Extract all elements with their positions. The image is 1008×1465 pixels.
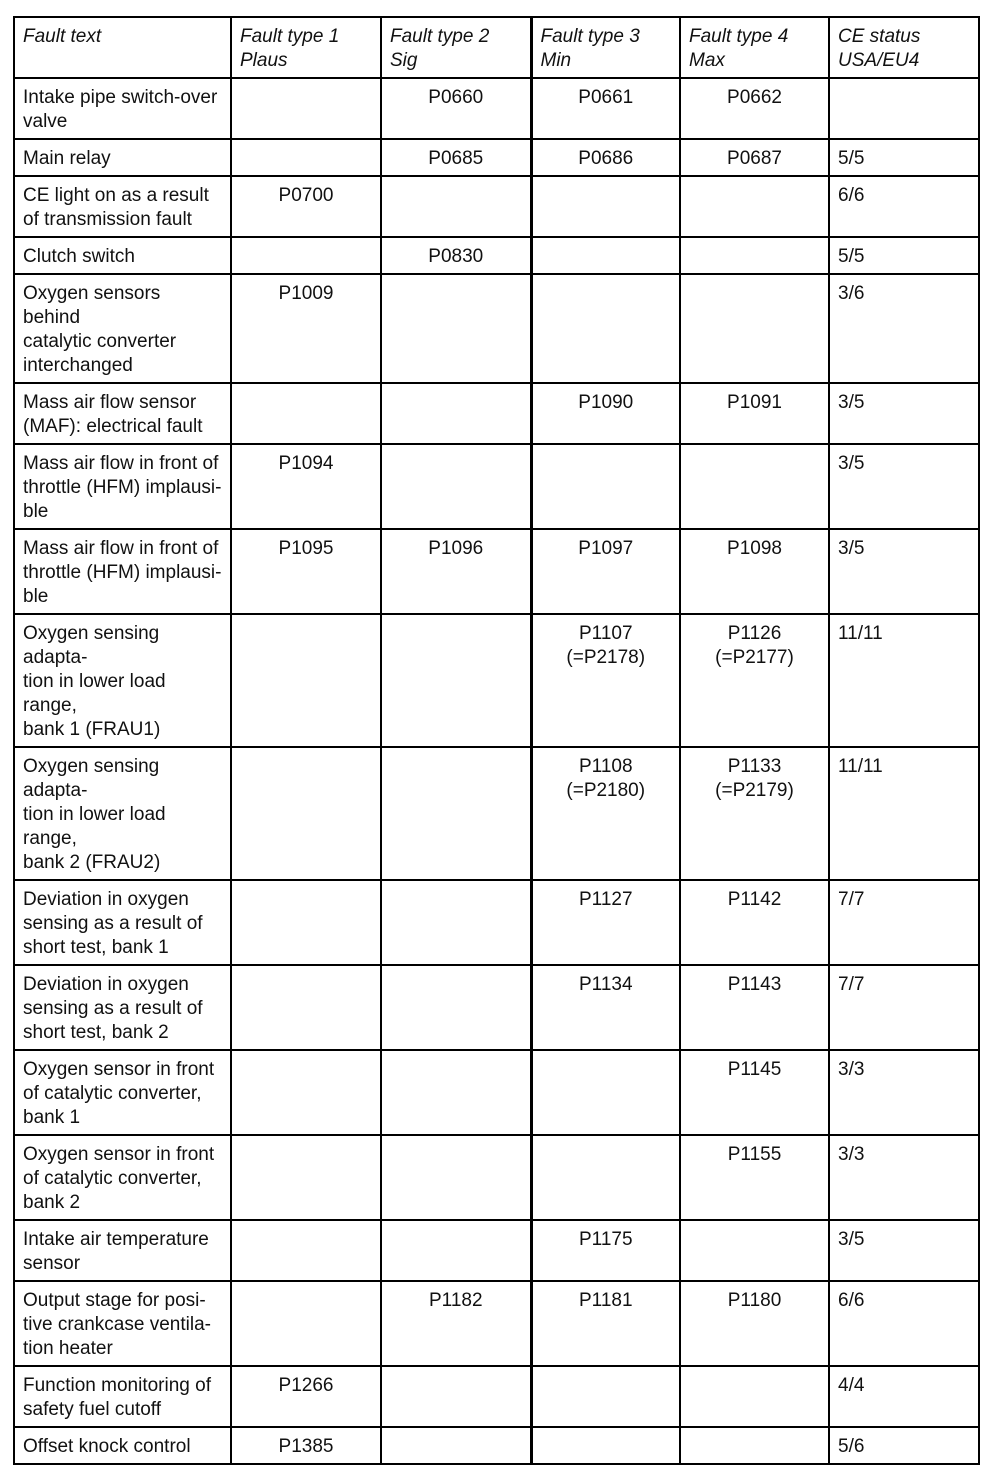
- fault-type-3-cell: P0686: [531, 139, 680, 176]
- fault-type-2-cell: [381, 1427, 531, 1464]
- ce-status-cell: 6/6: [829, 176, 979, 237]
- fault-type-4-cell: [680, 176, 829, 237]
- fault-type-2-cell: [381, 1050, 531, 1135]
- ce-status-cell: 3/5: [829, 1220, 979, 1281]
- fault-type-3-cell: [531, 1427, 680, 1464]
- fault-type-2-cell: [381, 880, 531, 965]
- fault-text-cell: Mass air flow in front of throttle (HFM) implausi- ble: [14, 444, 231, 529]
- fault-code-table: [13, 16, 980, 1465]
- fault-text-cell: Mass air flow in front of throttle (HFM) implausi- ble: [14, 529, 231, 614]
- fault-text-cell: Oxygen sensing adapta- tion in lower load range, bank 2 (FRAU2): [14, 747, 231, 880]
- fault-text-cell: CE light on as a result of transmission fault: [14, 176, 231, 237]
- fault-type-1-cell: [231, 1135, 381, 1220]
- fault-type-3-cell: [531, 1135, 680, 1220]
- fault-type-4-cell: P1133 (=P2179): [680, 747, 829, 880]
- fault-type-2-cell: [381, 444, 531, 529]
- fault-type-2-cell: P0830: [381, 237, 531, 274]
- ce-status-cell: 3/6: [829, 274, 979, 383]
- ce-status-cell: 7/7: [829, 880, 979, 965]
- fault-type-3-cell: [531, 274, 680, 383]
- table-row: [14, 1135, 979, 1220]
- table-row: [14, 880, 979, 965]
- fault-type-1-cell: P0700: [231, 176, 381, 237]
- table-row: [14, 274, 979, 383]
- header-fault-type-4: Fault type 4 Max: [680, 17, 829, 78]
- table-row: [14, 529, 979, 614]
- fault-type-4-cell: P0662: [680, 78, 829, 139]
- fault-type-2-cell: P0685: [381, 139, 531, 176]
- fault-type-3-cell: [531, 444, 680, 529]
- fault-type-3-cell: P1090: [531, 383, 680, 444]
- fault-type-1-cell: [231, 880, 381, 965]
- ce-status-cell: 5/5: [829, 139, 979, 176]
- fault-text-cell: Output stage for posi- tive crankcase ventila- tion heater: [14, 1281, 231, 1366]
- ce-status-cell: 7/7: [829, 965, 979, 1050]
- table-row: [14, 614, 979, 747]
- ce-status-cell: 4/4: [829, 1366, 979, 1427]
- fault-type-4-cell: P1142: [680, 880, 829, 965]
- fault-text-cell: Intake air temperature sensor: [14, 1220, 231, 1281]
- table-body: [14, 78, 979, 1464]
- fault-type-4-cell: P0687: [680, 139, 829, 176]
- table-row: [14, 1220, 979, 1281]
- fault-type-1-cell: P1266: [231, 1366, 381, 1427]
- fault-type-4-cell: P1126 (=P2177): [680, 614, 829, 747]
- table-row: [14, 78, 979, 139]
- fault-text-cell: Offset knock control: [14, 1427, 231, 1464]
- ce-status-cell: [829, 78, 979, 139]
- fault-type-1-cell: [231, 747, 381, 880]
- fault-type-3-cell: P1127: [531, 880, 680, 965]
- fault-type-4-cell: P1143: [680, 965, 829, 1050]
- fault-type-3-cell: P1108 (=P2180): [531, 747, 680, 880]
- ce-status-cell: 5/6: [829, 1427, 979, 1464]
- fault-type-4-cell: [680, 237, 829, 274]
- table-row: [14, 747, 979, 880]
- fault-type-1-cell: [231, 139, 381, 176]
- fault-type-4-cell: P1180: [680, 1281, 829, 1366]
- fault-type-4-cell: P1155: [680, 1135, 829, 1220]
- fault-type-1-cell: P1009: [231, 274, 381, 383]
- table-row: [14, 1427, 979, 1464]
- table-row: [14, 383, 979, 444]
- fault-type-2-cell: [381, 614, 531, 747]
- header-row: [14, 17, 979, 78]
- table-row: [14, 965, 979, 1050]
- fault-type-1-cell: [231, 237, 381, 274]
- fault-type-2-cell: [381, 965, 531, 1050]
- fault-text-cell: Oxygen sensor in front of catalytic converter, bank 1: [14, 1050, 231, 1135]
- fault-text-cell: Oxygen sensor in front of catalytic converter, bank 2: [14, 1135, 231, 1220]
- ce-status-cell: 3/3: [829, 1050, 979, 1135]
- table-row: [14, 176, 979, 237]
- fault-type-2-cell: [381, 274, 531, 383]
- fault-text-cell: Function monitoring of safety fuel cutoff: [14, 1366, 231, 1427]
- fault-type-3-cell: [531, 176, 680, 237]
- fault-text-cell: Mass air flow sensor (MAF): electrical fault: [14, 383, 231, 444]
- fault-type-3-cell: P0661: [531, 78, 680, 139]
- fault-type-1-cell: P1385: [231, 1427, 381, 1464]
- fault-type-1-cell: [231, 965, 381, 1050]
- fault-type-3-cell: [531, 1050, 680, 1135]
- table-row: [14, 1366, 979, 1427]
- table-row: [14, 1050, 979, 1135]
- table-row: [14, 444, 979, 529]
- fault-type-1-cell: [231, 78, 381, 139]
- fault-type-2-cell: [381, 1220, 531, 1281]
- fault-type-3-cell: [531, 1366, 680, 1427]
- fault-type-4-cell: P1145: [680, 1050, 829, 1135]
- fault-text-cell: Main relay: [14, 139, 231, 176]
- fault-text-cell: Oxygen sensing adapta- tion in lower load range, bank 1 (FRAU1): [14, 614, 231, 747]
- fault-type-2-cell: [381, 1366, 531, 1427]
- fault-type-3-cell: P1107 (=P2178): [531, 614, 680, 747]
- ce-status-cell: 3/5: [829, 529, 979, 614]
- fault-text-cell: Oxygen sensors behind catalytic converter interchanged: [14, 274, 231, 383]
- fault-text-cell: Deviation in oxygen sensing as a result of short test, bank 1: [14, 880, 231, 965]
- fault-type-2-cell: P0660: [381, 78, 531, 139]
- fault-type-3-cell: P1097: [531, 529, 680, 614]
- table-row: [14, 139, 979, 176]
- fault-text-cell: Deviation in oxygen sensing as a result of short test, bank 2: [14, 965, 231, 1050]
- ce-status-cell: 6/6: [829, 1281, 979, 1366]
- header-ce-status: CE status USA/EU4: [829, 17, 979, 78]
- fault-type-4-cell: P1091: [680, 383, 829, 444]
- fault-type-2-cell: [381, 747, 531, 880]
- fault-text-cell: Intake pipe switch-over valve: [14, 78, 231, 139]
- fault-type-1-cell: P1094: [231, 444, 381, 529]
- ce-status-cell: 3/3: [829, 1135, 979, 1220]
- header-fault-text: Fault text: [14, 17, 231, 78]
- fault-type-4-cell: P1098: [680, 529, 829, 614]
- fault-type-1-cell: [231, 1220, 381, 1281]
- header-fault-type-3: Fault type 3 Min: [531, 17, 680, 78]
- ce-status-cell: 3/5: [829, 444, 979, 529]
- table-row: [14, 1281, 979, 1366]
- header-fault-type-2: Fault type 2 Sig: [381, 17, 531, 78]
- fault-type-2-cell: [381, 1135, 531, 1220]
- fault-type-3-cell: P1175: [531, 1220, 680, 1281]
- fault-type-1-cell: [231, 383, 381, 444]
- ce-status-cell: 11/11: [829, 747, 979, 880]
- fault-type-2-cell: [381, 383, 531, 444]
- fault-type-1-cell: [231, 1050, 381, 1135]
- fault-type-2-cell: P1182: [381, 1281, 531, 1366]
- fault-text-cell: Clutch switch: [14, 237, 231, 274]
- fault-type-4-cell: [680, 444, 829, 529]
- fault-type-4-cell: [680, 1220, 829, 1281]
- table-row: [14, 237, 979, 274]
- fault-type-4-cell: [680, 1366, 829, 1427]
- fault-type-1-cell: [231, 614, 381, 747]
- ce-status-cell: 3/5: [829, 383, 979, 444]
- fault-type-2-cell: [381, 176, 531, 237]
- fault-type-1-cell: [231, 1281, 381, 1366]
- fault-type-3-cell: [531, 237, 680, 274]
- fault-type-2-cell: P1096: [381, 529, 531, 614]
- fault-type-1-cell: P1095: [231, 529, 381, 614]
- fault-type-3-cell: P1134: [531, 965, 680, 1050]
- fault-type-4-cell: [680, 1427, 829, 1464]
- header-fault-type-1: Fault type 1 Plaus: [231, 17, 381, 78]
- ce-status-cell: 5/5: [829, 237, 979, 274]
- fault-type-3-cell: P1181: [531, 1281, 680, 1366]
- fault-type-4-cell: [680, 274, 829, 383]
- ce-status-cell: 11/11: [829, 614, 979, 747]
